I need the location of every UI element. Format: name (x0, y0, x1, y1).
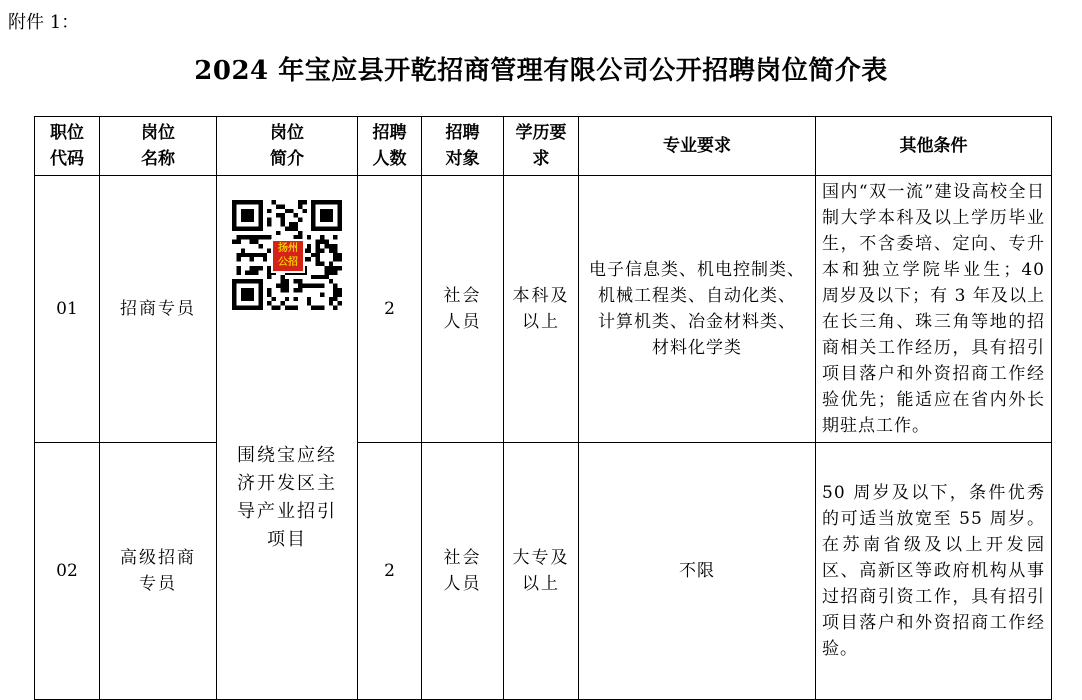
row-other: 50 周岁及以下，条件优秀的可适当放宽至 55 周岁。在苏南省级及以上开发园区、高新区等政府机构从事过招商引资工作，具有招引项目落户和外资招商工作经验。 (816, 443, 1052, 700)
row-name: 招商专员 (100, 176, 217, 443)
qr-code-icon (232, 200, 342, 310)
row-count: 2 (358, 176, 422, 443)
attachment-label: 附件 1： (8, 12, 80, 33)
header-other: 其他条件 (816, 117, 1052, 176)
header-target: 招聘 对象 (422, 117, 504, 176)
positions-table (34, 116, 1052, 700)
row-code: 01 (35, 176, 100, 443)
table-row (35, 176, 1052, 443)
row-edu: 本科及 以上 (504, 176, 579, 443)
row-edu: 大专及 以上 (504, 443, 579, 700)
shared-intro-cell (217, 176, 358, 700)
header-major: 专业要求 (579, 117, 816, 176)
header-name: 岗位 名称 (100, 117, 217, 176)
row-major: 电子信息类、机电控制类、 机械工程类、自动化类、 计算机类、冶金材料类、 材料化学类 (579, 176, 816, 443)
header-edu: 学历要 求 (504, 117, 579, 176)
header-code: 职位 代码 (35, 117, 100, 176)
position-intro: 围绕宝应经 济开发区主 导产业招引 项目 (237, 445, 337, 550)
page-title: 2024 年宝应县开乾招商管理有限公司公开招聘岗位简介表 (194, 56, 888, 86)
qr-badge: 扬州 公招 (271, 239, 305, 273)
row-major: 不限 (579, 443, 816, 700)
row-code: 02 (35, 443, 100, 700)
table-row (35, 443, 1052, 700)
row-other: 国内“双一流”建设高校全日制大学本科及以上学历毕业生，不含委培、定向、专升本和独立学院毕业生；40 周岁及以下；有 3 年及以上在长三角、珠三角等地的招商相关工作经历，具有招引项目落户和外资招商工作经验优先；能适应在省内外长期驻点工作。 (816, 176, 1052, 443)
row-name: 高级招商 专员 (100, 443, 217, 700)
row-count: 2 (358, 443, 422, 700)
header-intro: 岗位 简介 (217, 117, 358, 176)
row-target: 社会 人员 (422, 443, 504, 700)
header-row (35, 117, 1052, 176)
row-target: 社会 人员 (422, 176, 504, 443)
header-count: 招聘 人数 (358, 117, 422, 176)
